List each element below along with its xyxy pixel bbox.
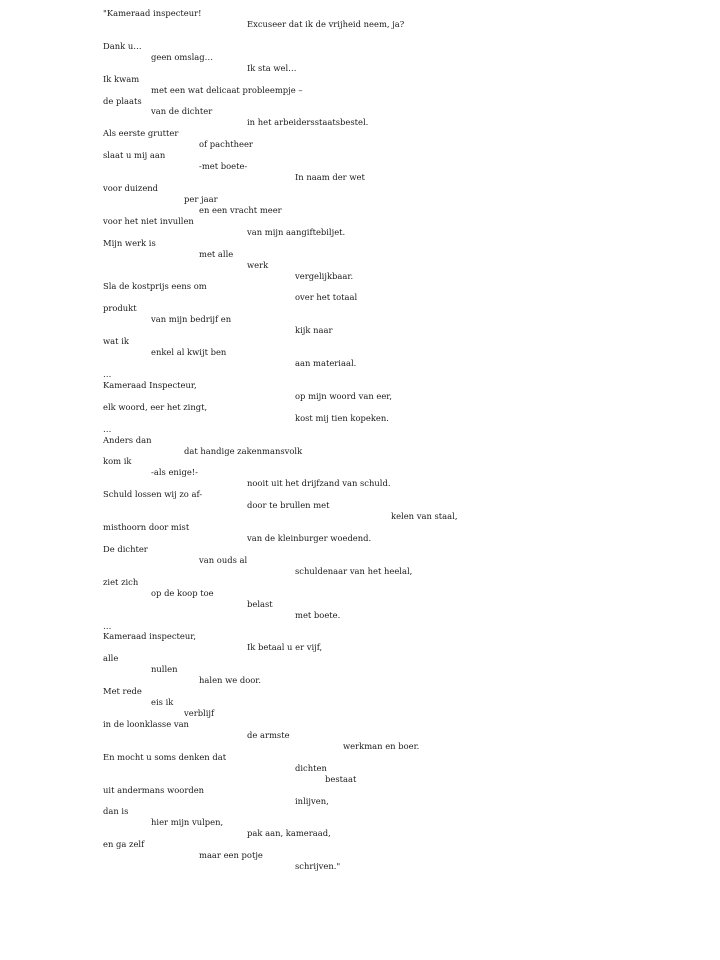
poem-line-text: over het totaal <box>295 292 358 303</box>
poem-line <box>0 128 720 139</box>
poem-line-text: verblijf <box>184 708 215 718</box>
poem-line <box>0 402 720 413</box>
poem-line <box>0 653 720 664</box>
poem-line-text: hier mijn vulpen, <box>151 817 224 828</box>
poem-line <box>0 172 720 183</box>
poem-line <box>0 380 720 391</box>
poem-line <box>0 555 720 566</box>
poem-line <box>0 52 720 63</box>
poem-line <box>0 369 720 380</box>
poem-line-text: Dank u… <box>103 40 142 51</box>
poem-line-text: eis ik <box>151 697 174 708</box>
poem-line-text: Ik betaal u er vijf, <box>247 642 323 653</box>
poem-line <box>0 19 720 30</box>
poem-line <box>0 227 720 238</box>
poem-line-text: aan materiaal. <box>295 358 357 368</box>
poem-line-text: … <box>103 423 112 434</box>
poem-line-text: halen we door. <box>199 675 262 686</box>
poem-line <box>0 828 720 839</box>
poem-line <box>0 785 720 796</box>
poem-line <box>0 216 720 227</box>
poem-line-text: van de kleinburger woedend. <box>247 533 372 543</box>
poem-line <box>0 544 720 555</box>
poem-line <box>0 796 720 807</box>
poem-line <box>0 752 720 763</box>
poem-line <box>0 588 720 599</box>
poem-line-text: Schuld lossen wij zo af- <box>103 489 203 500</box>
poem-line-text: Kameraad Inspecteur, <box>103 379 197 390</box>
poem-line <box>0 435 720 446</box>
poem-line <box>0 467 720 478</box>
poem-line <box>0 533 720 544</box>
poem-line-text: voor duizend <box>103 183 159 193</box>
poem-line <box>0 489 720 500</box>
poem-line <box>0 336 720 347</box>
poem-line <box>0 96 720 107</box>
poem-line <box>0 621 720 632</box>
poem-line-text: wat ik <box>103 336 129 347</box>
poem-line-text: werk <box>247 259 269 270</box>
poem-line-text: maar een potje <box>199 850 263 861</box>
poem-line-text: op de koop toe <box>151 587 214 598</box>
poem-line-text: in het arbeidersstaatsbestel. <box>247 117 369 128</box>
poem-line <box>0 194 720 205</box>
poem-line-text: pak aan, kameraad, <box>247 828 331 839</box>
poem-line-text: elk woord, eer het zingt, <box>103 401 208 412</box>
poem-line-text: in de loonklasse van <box>103 718 189 729</box>
poem-line <box>0 478 720 489</box>
poem-line <box>0 161 720 172</box>
poem-line <box>0 839 720 850</box>
poem-line-text: … <box>103 620 112 631</box>
poem-line-text: Ik sta wel… <box>247 62 297 73</box>
poem-line <box>0 8 720 19</box>
poem-line <box>0 631 720 642</box>
poem-line-text: Met rede <box>103 686 142 697</box>
poem-line-text: Excuseer dat ik de vrijheid neem, ja? <box>247 18 405 29</box>
poem-line <box>0 63 720 74</box>
poem-line <box>0 806 720 817</box>
poem-line <box>0 522 720 533</box>
poem-line-text: en ga zelf <box>103 839 145 850</box>
poem-line <box>0 774 720 785</box>
poem-line <box>0 686 720 697</box>
poem-line <box>0 446 720 457</box>
poem-line-text: kelen van staal, <box>391 511 458 522</box>
poem-line <box>0 599 720 610</box>
poem-line-text: van mijn bedrijf en <box>151 314 232 325</box>
poem-line <box>0 41 720 52</box>
poem-line <box>0 413 720 424</box>
poem-line <box>0 697 720 708</box>
poem-line <box>0 347 720 358</box>
poem-line <box>0 358 720 369</box>
poem-line <box>0 117 720 128</box>
poem-line-text: kost mij tien kopeken. <box>295 412 389 423</box>
poem-line-text: nullen <box>151 664 178 675</box>
poem-line <box>0 271 720 282</box>
poem-line-text: werkman en boer. <box>343 740 420 751</box>
poem-line-text: -met boete- <box>199 161 248 172</box>
poem-line-text: misthoorn door mist <box>103 522 190 533</box>
poem-line <box>0 719 720 730</box>
poem-line-text: … <box>103 368 112 379</box>
poem-line-text: Sla de kostprijs eens om <box>103 281 207 292</box>
poem-line <box>0 205 720 216</box>
poem-line-text: Kameraad inspecteur, <box>103 631 196 642</box>
poem-line <box>0 85 720 96</box>
poem-line-text: uit andermans woorden <box>103 784 205 795</box>
poem-line-text: van de dichter <box>151 106 213 117</box>
poem-line-text: belast <box>247 598 273 609</box>
poem-line-text: schuldenaar van het heelal, <box>295 565 413 576</box>
poem-line-text: door te brullen met <box>247 500 330 511</box>
poem-line-text: per jaar <box>184 193 218 204</box>
poem-line <box>0 861 720 872</box>
poem-line <box>0 817 720 828</box>
poem-line-text: met alle <box>199 248 234 259</box>
poem-line-text: vergelijkbaar. <box>295 270 354 281</box>
poem-line <box>0 281 720 292</box>
poem-line <box>0 642 720 653</box>
poem-line <box>0 610 720 621</box>
poem-line-text: met boete. <box>295 609 341 620</box>
poem-line-text: De dichter <box>103 543 148 554</box>
poem-line <box>0 763 720 774</box>
poem-line-text: geen omslag… <box>151 51 214 62</box>
poem-line <box>0 238 720 249</box>
poem-line-text: en een vracht meer <box>199 204 282 215</box>
poem-line <box>0 292 720 303</box>
poem-line <box>0 260 720 271</box>
poem-line <box>0 675 720 686</box>
poem-line-text: de plaats <box>103 95 142 106</box>
poem-line-text: dichten <box>295 762 327 773</box>
poem-line-text: produkt <box>103 303 137 314</box>
poem-line-text: In naam der wet <box>295 172 365 183</box>
poem-line-text: dan is <box>103 806 129 817</box>
poem-line-text: kom ik <box>103 456 132 467</box>
blank-line <box>0 30 720 41</box>
poem-line <box>0 664 720 675</box>
poem-line <box>0 139 720 150</box>
poem-line <box>0 730 720 741</box>
poem-line <box>0 303 720 314</box>
poem-line-text: nooit uit het drijfzand van schuld. <box>247 478 391 489</box>
poem-line-text: En mocht u soms denken dat <box>103 751 227 762</box>
poem-line <box>0 106 720 117</box>
poem-line <box>0 391 720 402</box>
poem-line <box>0 183 720 194</box>
poem-line <box>0 325 720 336</box>
poem-line-text: Anders dan <box>103 434 152 445</box>
poem-line-text: voor het niet invullen <box>103 215 194 226</box>
poem-line-text: slaat u mij aan <box>103 150 166 161</box>
poem-line-text: bestaat <box>325 773 357 784</box>
poem-line <box>0 249 720 260</box>
poem-line <box>0 566 720 577</box>
poem-line-text: dat handige zakenmansvolk <box>184 445 303 456</box>
poem-line <box>0 511 720 522</box>
poem-line <box>0 150 720 161</box>
poem-line-text: Ik kwam <box>103 73 140 84</box>
poem-line-text: Als eerste grutter <box>103 128 179 139</box>
poem-line-text: alle <box>103 653 119 664</box>
poem-body <box>0 8 720 872</box>
poem-line <box>0 424 720 435</box>
poem-line-text: -als enige!- <box>151 467 199 478</box>
poem-line-text: Mijn werk is <box>103 237 156 248</box>
poem-line-text: van ouds al <box>199 554 248 565</box>
poem-line <box>0 456 720 467</box>
poem-line <box>0 577 720 588</box>
poem-line-text: op mijn woord van eer, <box>295 390 393 401</box>
poem-line <box>0 850 720 861</box>
poem-line <box>0 314 720 325</box>
poem-line-text: "Kameraad inspecteur! <box>103 8 202 18</box>
poem-line-text: van mijn aangiftebiljet. <box>247 226 346 237</box>
poem-line <box>0 708 720 719</box>
poem-line <box>0 741 720 752</box>
poem-line-text: de armste <box>247 729 290 740</box>
poem-line-text: inlijven, <box>295 795 329 806</box>
poem-line-text: met een wat delicaat probleempje – <box>151 84 303 95</box>
poem-line-text: schrijven." <box>295 861 341 872</box>
poem-line-text: kijk naar <box>295 325 333 336</box>
poem-line-text: of pachtheer <box>199 139 253 150</box>
poem-line <box>0 74 720 85</box>
poem-line-text: ziet zich <box>103 576 139 587</box>
poem-line-text: enkel al kwijt ben <box>151 347 227 358</box>
poem-line <box>0 500 720 511</box>
